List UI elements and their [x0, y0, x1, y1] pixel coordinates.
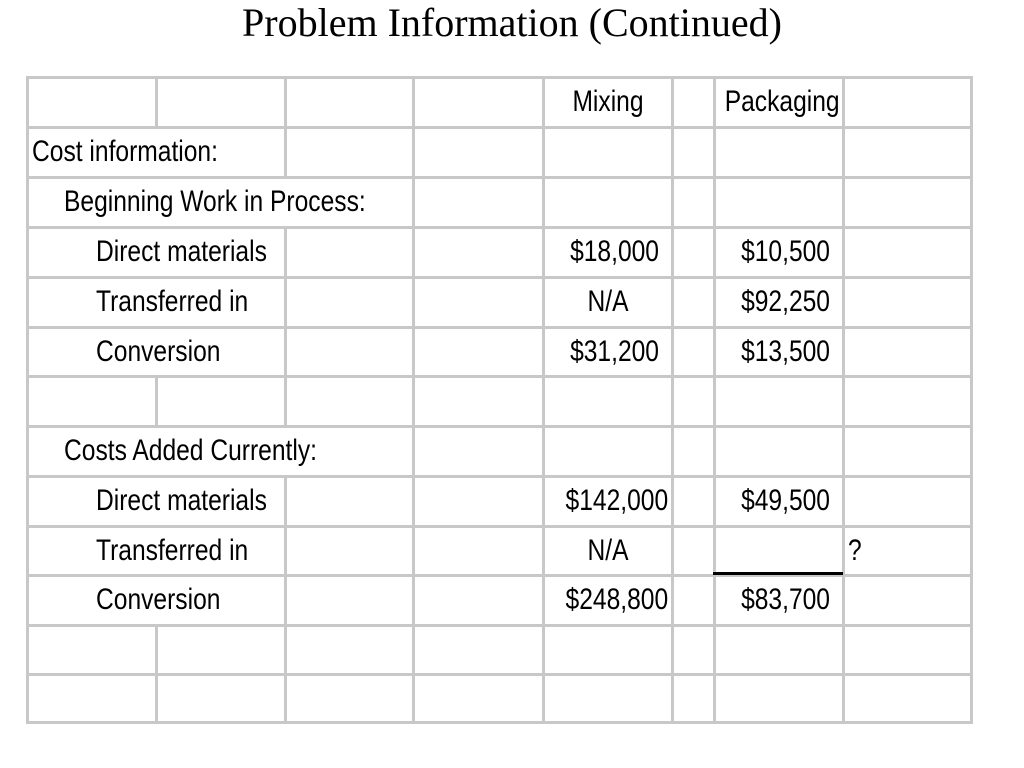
grid-line [26, 624, 973, 627]
cell-mixing-added-conversion: $248,800 [565, 583, 669, 616]
cell-mixing-added-transferred-in: N/A [587, 534, 629, 567]
grid-line [26, 76, 973, 79]
row-label-transferred-in: Transferred in [96, 534, 249, 567]
cell-packaging-beginning-conversion: $13,500 [741, 335, 830, 368]
cell-packaging-added-direct-materials: $49,500 [741, 484, 830, 517]
grid-line [26, 176, 973, 179]
grid-line [284, 226, 287, 427]
column-header-packaging: Packaging [724, 85, 840, 118]
grid-line [284, 475, 287, 724]
grid-line [713, 76, 716, 724]
grid-line [26, 76, 29, 724]
grid-line [542, 76, 545, 724]
grid-line [284, 76, 287, 178]
grid-line [26, 375, 973, 378]
grid-line [842, 76, 845, 724]
grid-line [970, 76, 973, 724]
row-label-direct-materials: Direct materials [96, 484, 267, 517]
cell-mixing-beginning-transferred-in: N/A [587, 285, 629, 318]
cell-packaging-added-transferred-in [737, 529, 830, 573]
grid-line [26, 326, 973, 329]
column-header-mixing: Mixing [572, 85, 644, 118]
grid-line [155, 76, 158, 128]
grid-line [26, 525, 973, 528]
grid-line [26, 425, 973, 428]
cell-mixing-added-direct-materials: $142,000 [565, 484, 669, 517]
section-label-costs-added: Costs Added Currently: [64, 434, 317, 467]
row-label-conversion: Conversion [96, 583, 221, 616]
grid-line [26, 721, 973, 724]
grid-line [671, 76, 674, 724]
grid-line [412, 76, 415, 724]
page-title: Problem Information (Continued) [242, 0, 782, 45]
grid-line [26, 126, 973, 129]
unknown-marker: ? [848, 534, 862, 567]
row-label-conversion: Conversion [96, 335, 221, 368]
grid-line [26, 226, 973, 229]
cell-mixing-beginning-direct-materials: $18,000 [570, 235, 659, 268]
answer-underline [713, 572, 843, 575]
cell-packaging-beginning-direct-materials: $10,500 [741, 235, 830, 268]
row-label-direct-materials: Direct materials [96, 235, 267, 268]
grid-line [26, 475, 973, 478]
grid-line [26, 673, 973, 676]
cell-packaging-added-conversion: $83,700 [741, 583, 830, 616]
section-label-cost-information: Cost information: [32, 135, 218, 168]
section-label-beginning-wip: Beginning Work in Process: [64, 185, 366, 218]
row-label-transferred-in: Transferred in [96, 285, 249, 318]
cell-mixing-beginning-conversion: $31,200 [570, 335, 659, 368]
grid-line [26, 276, 973, 279]
grid-line [155, 624, 158, 724]
cell-packaging-beginning-transferred-in: $92,250 [741, 285, 830, 318]
grid-line [155, 375, 158, 427]
